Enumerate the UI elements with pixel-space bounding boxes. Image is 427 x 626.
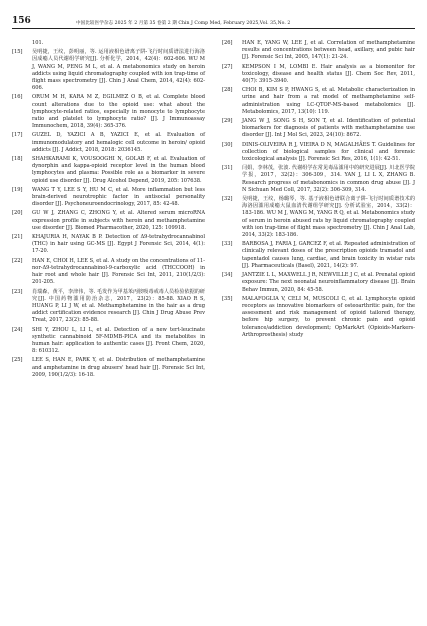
reference-entry [222, 87, 415, 116]
reference-entry [222, 40, 415, 62]
reference-number: [35] [222, 295, 233, 302]
reference-number [12, 40, 32, 47]
reference-number: [33] [222, 241, 233, 248]
running-title: 中国比较医学杂志 2025 年 2 月第 35 卷第 2 期 Chin J Comp Med, February 2025,Vol. 35,No. 2 [76, 21, 291, 26]
reference-text: GU W J, ZHANG C, ZHONG Y, et al. Altered serum microRNA expression profile in subjects with heroin and methamphetamine use disorder [J]. Biomed Pharmacother, 2020, 125: 109918. [32, 210, 205, 231]
reference-text: ORUM M H, KARA M Z, EGILMEZ O B, et al. Complete blood count alterations due to the opioid use: what about the lymphocyte-related ratios, especially in monocyte to lymphocyte ratio and platelet to lymphocyte ratio? [J]. J Immunoassay Immunochem, 2018, 39(4): 365-376. [32, 94, 205, 130]
reference-number: [22] [12, 257, 23, 264]
reference-number: [29] [222, 118, 233, 125]
reference-text: MALAFOGLIA V, CELI M, MUSCOLI C, et al. Lymphocyte opioid receptors as innovative biomarkers of osteoarthritic pain, for the assessment and risk management of opioid tailored therapy, before hip surgery, to prevent chronic pain and opioid tolerance/addiction development; OpMarkArt (Opioids-Markers-Arthroprosthesis) study [242, 295, 415, 338]
running-header [12, 10, 415, 29]
reference-number: [28] [222, 87, 233, 94]
reference-entry [12, 234, 205, 256]
reference-number: [17] [12, 132, 23, 139]
reference-number: [30] [222, 141, 233, 148]
reference-text: 肖瑞森，黄平，李津伟，等. 毛发作为甲基苯丙胺吸毒戒毒人员检验依据的研究[J]. 中国药物滥用防治杂志，2017，23(2)：85-88. XIAO R S, HUANG P, LI J W, et al. Methamphetamine in the hair as a drug addict certification evidence research [J]. Chin J Drug Abuse Prev Treat, 2017, 23(2): 85-88. [32, 288, 205, 324]
reference-entry [222, 196, 415, 239]
reference-entry [12, 357, 205, 379]
reference-number: [24] [12, 326, 23, 333]
reference-number: [27] [222, 63, 233, 70]
reference-text: SHAHKARAMI K, VOUSOOGHI N, GOLAB F, et al. Evaluation of dynorphin and kappa-opioid receptor level in the human blood lymphocytes and plasma: Possible role as a biomarker in severe opioid use disorder [J]. Drug Alcohol Depend, 2019, 205: 107638. [32, 156, 205, 184]
reference-entry [222, 296, 415, 339]
reference-number: [19] [12, 186, 23, 193]
reference-number: [25] [12, 357, 23, 364]
reference-entry [222, 165, 415, 194]
reference-text: GUZEL D, YAZICI A B, YAZICI E, et al. Evaluation of immunomodulatory and hemalogic cell outcome in heroin/ opioid addicts [J]. J Addict, 2018, 2018: 2036145. [32, 132, 205, 153]
reference-text: HAN E, CHOI H, LEE S, et al. A study on the concentrations of 11-nor-Δ9-tetrahydrocannabinol-9-carboxylic acid (THCCOOH) in hair root and whole hair [J]. Forensic Sci Int, 2011, 210(1/2/3): 201-205. [32, 257, 205, 286]
reference-number: [18] [12, 156, 23, 163]
reference-entry [12, 258, 205, 287]
reference-entry [12, 187, 205, 209]
reference-text: DINIS-OLIVEIRA R J, VIEIRA D N, MAGALHÃES T. Guidelines for collection of biological samples for clinical and forensic toxicological analysis [J]. Forensic Sci Res, 2016, 1(1): 42-51. [242, 141, 415, 163]
reference-entry [222, 142, 415, 164]
reference-text: JANG W J, SONG S H, SON T, et al. Identification of potential biomarkers for diagnosis of patients with methamphetamine use disorder [J]. Int J Mol Sci, 2023, 24(10): 8672. [242, 118, 415, 139]
reference-text: 闫娟，李林茂，张波. 代谢组学在常见毒品滥用中的研究进展[J]. 川北医学院学报，2017，32(2)：306-309，314. YAN J, LI L X, ZHANG B. Research progress of metabonomics in common drug abuse [J]. J N Sichuan Med Coll, 2017, 32(2): 306-309, 314. [242, 165, 415, 193]
reference-entry [12, 49, 205, 92]
reference-entry [12, 289, 205, 325]
reference-entry [222, 272, 415, 294]
reference-entry [222, 241, 415, 270]
reference-text: JANTZIE L L, MAXWELL J R, NEWVILLE J C, et al. Prenatal opioid exposure: The next neonatal neuroinflammatory disease [J]. Brain Behav Immun, 2020, 84: 45-58. [242, 272, 415, 293]
reference-number: [15] [12, 49, 23, 56]
reference-number: [34] [222, 272, 233, 279]
reference-text: BARBOSA J, FARIA J, GARCEZ F, et al. Repeated administration of clinically relevant doses of the prescription opioids tramadol and tapentadol causes lung, cardiac, and brain toxicity in wistar rats [J]. Pharmaceuticals (Basel), 2021, 14(2): 97. [242, 241, 415, 269]
reference-entry [222, 118, 415, 140]
reference-text: WANG T Y, LEE S Y, HU M C, et al. More inflammation but less brain-derived neurotrophic factor in antisocial personality disorder [J]. Psychoneuroendocrinology, 2017, 85: 42-48. [32, 186, 205, 208]
reference-entry [12, 156, 205, 185]
page-number: 156 [12, 16, 31, 26]
reference-number: [21] [12, 234, 23, 241]
reference-number: [20] [12, 210, 23, 217]
reference-text: 吴明捷，王纹，杨璐琴，等. 基于液相色谱联合离子阱-飞行时间质谱技术的海洛因滥用成瘾大鼠血清代谢组学研究[J]. 分析试验室，2014，33(2)：183-186. WU M J, WANG M, YANG R Q, et al. Metabonomics study of serum in heroin abused rats by liquid chromatography coupled with ion trap-time of flight mass spectrometry [J]. Chin J Anal Lab, 2014, 33(2): 183-186. [242, 196, 415, 239]
reference-entry [12, 94, 205, 130]
reference-entry [12, 40, 205, 47]
reference-entry [222, 64, 415, 86]
reference-text: LEE S, HAN E, PARK Y, et al. Distribution of methamphetamine and amphetamine in drug abusers' head hair [J]. Forensic Sci Int, 2009, 190(1/2/3): 16-18. [32, 357, 205, 378]
reference-text: HAN E, YANG W, LEE J, et al. Correlation of methamphetamine results and concentrations between head, axillary, and pubic hair [J]. Forensic Sci Int, 2005, 147(1): 21-24. [242, 40, 415, 61]
reference-number: [32] [222, 196, 233, 203]
reference-columns [12, 40, 415, 381]
reference-text: KEMPSON I M, LOMBI E. Hair analysis as a biomonitor for toxicology, disease and health status [J]. Chem Soc Rev, 2011, 40(7): 3915-3940. [242, 63, 415, 85]
reference-number: [23] [12, 288, 23, 295]
reference-text: CHOI B, KIM S P, HWANG S, et al. Metabolic characterization in urine and hair from a rat model of methamphetamine self-administration using LC-QTOF-MS-based metabolomics [J]. Metabolomics, 2017, 13(10): 119. [242, 87, 415, 115]
reference-entry [12, 132, 205, 154]
reference-number: [26] [222, 40, 233, 46]
reference-number: [16] [12, 94, 23, 101]
reference-text: SHI Y, ZHOU L, LI L, et al. Detection of a new tert-leucinate synthetic cannabinoid 5F-MDMB-PICA and its metabolites in human hair: application to authentic cases [J]. Front Chem, 2020, 8: 610312. [32, 326, 205, 355]
reference-entry [12, 210, 205, 232]
reference-text: KHAJURIA H, NAYAK B P. Detection of Δ9-tetrahydrocannabinol (THC) in hair using GC-MS [J]. Egypt J Forensic Sci, 2014, 4(1): 17-20. [32, 234, 205, 255]
reference-text: 吴明捷，王纹，彭明丽，等. 运用液相色谱离子阱-飞行时间质谱法进行海洛因成瘾人员代谢组学研究[J]. 分析化学，2014，42(4)：602-606. WU M J, WANG M, PENG M L, et al. A metabonomics study on heroin addicts using liquid chromatography coupled with ion trap-time of flight mass spectrometry [J]. Chin J Anal Chem, 2014, 42(4): 602-606. [32, 49, 205, 92]
reference-list-left [12, 40, 205, 381]
reference-list-right [222, 40, 415, 381]
reference-entry [12, 327, 205, 356]
reference-text: 101. [32, 40, 44, 46]
reference-number: [31] [222, 165, 233, 172]
